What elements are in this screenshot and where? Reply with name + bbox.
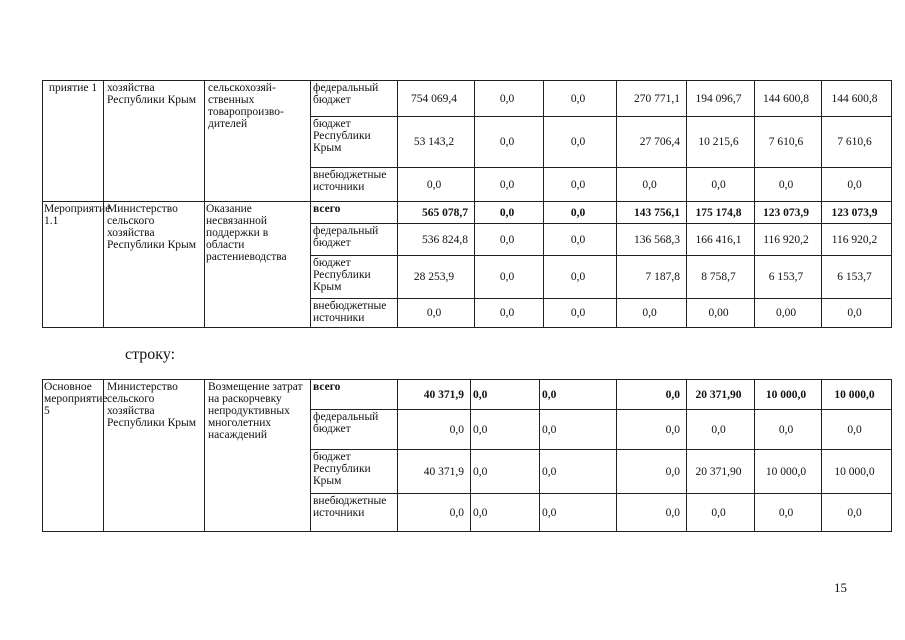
value-cell: 116 920,2 xyxy=(822,224,892,256)
value-cell: 0,00 xyxy=(687,299,755,328)
value-cell: 40 371,9 xyxy=(398,450,471,494)
value-cell: 6 153,7 xyxy=(822,256,892,299)
source-cell: федеральный бюджет xyxy=(311,410,398,450)
executor-cell: Министерство сельского хозяйства Республики Крым xyxy=(104,202,205,328)
value-cell: 194 096,7 xyxy=(687,81,755,117)
value-cell: 0,0 xyxy=(471,410,540,450)
value-cell: 0,0 xyxy=(617,494,687,532)
value-cell: 28 253,9 xyxy=(398,256,475,299)
block-a xyxy=(43,81,892,202)
value-cell: 0,0 xyxy=(544,256,617,299)
value-cell: 0,0 xyxy=(822,168,892,202)
executor-cell: Министерство сельского хозяйства Республики Крым xyxy=(104,380,205,532)
value-cell: 0,0 xyxy=(398,410,471,450)
value-cell: 10 000,0 xyxy=(755,380,822,410)
value-cell: 0,0 xyxy=(398,299,475,328)
value-cell: 136 568,3 xyxy=(617,224,687,256)
value-cell: 10 000,0 xyxy=(822,450,892,494)
value-cell: 565 078,7 xyxy=(398,202,475,224)
value-cell: 0,0 xyxy=(617,380,687,410)
value-cell: 27 706,4 xyxy=(617,117,687,168)
value-cell: 0,0 xyxy=(471,450,540,494)
value-cell: 116 920,2 xyxy=(755,224,822,256)
executor-cell: хозяйства Республики Крым xyxy=(104,81,205,202)
value-cell: 0,0 xyxy=(475,256,544,299)
value-cell: 0,0 xyxy=(687,168,755,202)
value-cell: 10 215,6 xyxy=(687,117,755,168)
event-name-cell: Мероприятие 1.1 xyxy=(43,202,104,328)
stroku-label: строку: xyxy=(125,346,176,363)
value-cell: 8 758,7 xyxy=(687,256,755,299)
value-cell: 0,0 xyxy=(617,168,687,202)
value-cell: 10 000,0 xyxy=(822,380,892,410)
value-cell: 0,0 xyxy=(475,202,544,224)
value-cell: 10 000,0 xyxy=(755,450,822,494)
value-cell: 6 153,7 xyxy=(755,256,822,299)
budget-table-new-row xyxy=(42,379,892,532)
value-cell: 0,00 xyxy=(755,299,822,328)
page-number: 15 xyxy=(834,580,847,595)
value-cell: 0,0 xyxy=(544,117,617,168)
value-cell: 0,0 xyxy=(471,494,540,532)
value-cell: 0,0 xyxy=(475,299,544,328)
value-cell: 0,0 xyxy=(544,202,617,224)
value-cell: 0,0 xyxy=(398,494,471,532)
block-b xyxy=(43,202,892,328)
value-cell: 0,0 xyxy=(398,168,475,202)
value-cell: 0,0 xyxy=(755,494,822,532)
description-cell: Возмещение затрат на раскорчевку непродуктивных многолетних насаждений xyxy=(205,380,311,532)
source-cell: всего xyxy=(311,380,398,410)
value-cell: 0,0 xyxy=(475,224,544,256)
value-cell: 0,0 xyxy=(540,380,617,410)
value-cell: 0,0 xyxy=(544,299,617,328)
event-name-cell: Основное мероприятие 5 xyxy=(43,380,104,532)
value-cell: 0,0 xyxy=(755,168,822,202)
value-cell: 123 073,9 xyxy=(822,202,892,224)
value-cell: 7 610,6 xyxy=(755,117,822,168)
value-cell: 0,0 xyxy=(475,117,544,168)
value-cell: 0,0 xyxy=(617,299,687,328)
value-cell: 0,0 xyxy=(822,410,892,450)
value-cell: 20 371,90 xyxy=(687,380,755,410)
value-cell: 143 756,1 xyxy=(617,202,687,224)
value-cell: 166 416,1 xyxy=(687,224,755,256)
description-cell: сельскохозяй-ственных товаропроизво-дителей xyxy=(205,81,311,202)
value-cell: 0,0 xyxy=(617,410,687,450)
value-cell: 0,0 xyxy=(617,450,687,494)
value-cell: 0,0 xyxy=(755,410,822,450)
value-cell: 175 174,8 xyxy=(687,202,755,224)
budget-table-continued xyxy=(42,80,892,328)
source-cell: федеральный бюджет xyxy=(311,224,398,256)
value-cell: 0,0 xyxy=(544,81,617,117)
value-cell: 0,0 xyxy=(544,168,617,202)
value-cell: 0,0 xyxy=(540,450,617,494)
source-cell: внебюджетные источники xyxy=(311,168,398,202)
source-cell: бюджет Республики Крым xyxy=(311,256,398,299)
value-cell: 20 371,90 xyxy=(687,450,755,494)
value-cell: 7 187,8 xyxy=(617,256,687,299)
value-cell: 0,0 xyxy=(540,410,617,450)
value-cell: 7 610,6 xyxy=(822,117,892,168)
description-cell: Оказание несвязанной поддержки в области растениеводства xyxy=(205,202,311,328)
value-cell: 0,0 xyxy=(475,81,544,117)
value-cell: 0,0 xyxy=(822,494,892,532)
value-cell: 40 371,9 xyxy=(398,380,471,410)
value-cell: 144 600,8 xyxy=(822,81,892,117)
value-cell: 123 073,9 xyxy=(755,202,822,224)
source-cell: бюджет Республики Крым xyxy=(311,450,398,494)
source-cell: бюджет Республики Крым xyxy=(311,117,398,168)
value-cell: 0,0 xyxy=(822,299,892,328)
source-cell: внебюджетные источники xyxy=(311,299,398,328)
value-cell: 0,0 xyxy=(540,494,617,532)
value-cell: 144 600,8 xyxy=(755,81,822,117)
value-cell: 0,0 xyxy=(687,410,755,450)
value-cell: 0,0 xyxy=(475,168,544,202)
value-cell: 0,0 xyxy=(687,494,755,532)
value-cell: 754 069,4 xyxy=(398,81,475,117)
value-cell: 0,0 xyxy=(471,380,540,410)
source-cell: всего xyxy=(311,202,398,224)
value-cell: 270 771,1 xyxy=(617,81,687,117)
value-cell: 536 824,8 xyxy=(398,224,475,256)
value-cell: 53 143,2 xyxy=(398,117,475,168)
source-cell: федеральный бюджет xyxy=(311,81,398,117)
event-name-cell: приятие 1 xyxy=(43,81,104,202)
value-cell: 0,0 xyxy=(544,224,617,256)
source-cell: внебюджетные источники xyxy=(311,494,398,532)
